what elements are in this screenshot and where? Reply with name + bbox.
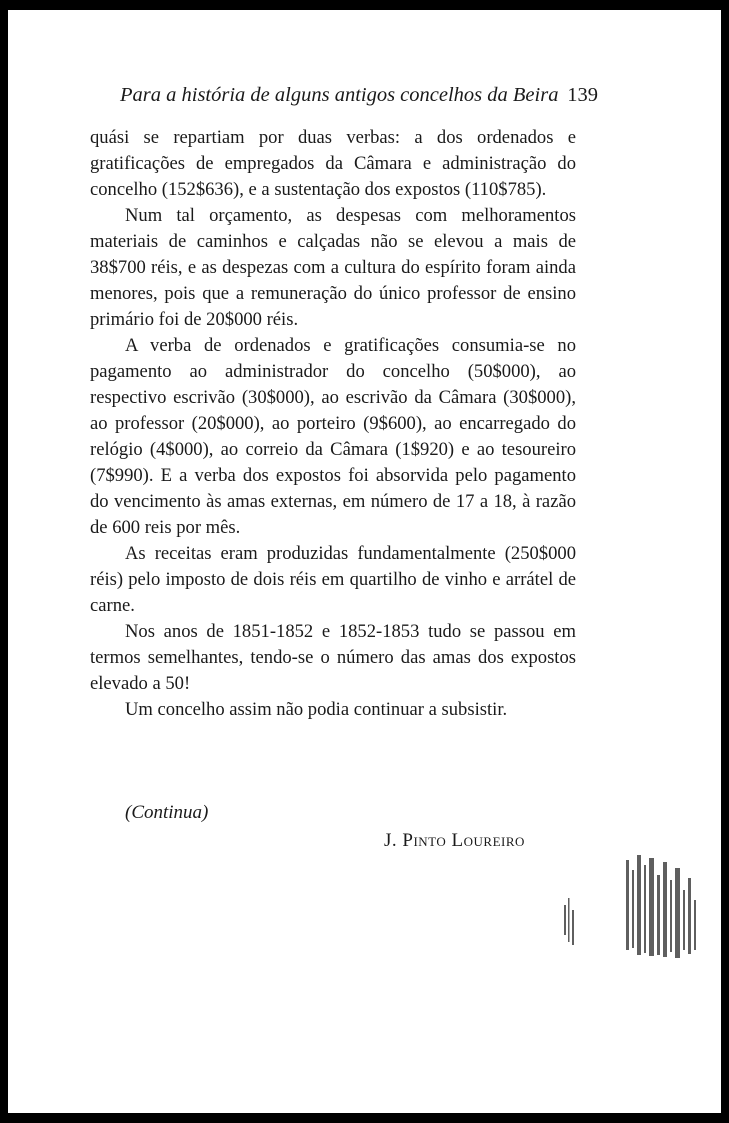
- paragraph: Um concelho assim não podia continuar a subsistir.: [125, 699, 508, 720]
- paragraph: quási se repartiam por duas verbas: a dos ordenados e gratificações de empregados da Câmara e administração do concelho (152$636), e a sustentação dos expostos (110$785).: [90, 127, 576, 200]
- article-body: [90, 125, 576, 723]
- running-title: Para a história de alguns antigos concelhos da Beira: [120, 84, 559, 106]
- page-number: 139: [567, 84, 598, 106]
- running-header: [120, 84, 598, 107]
- paragraph: Nos anos de 1851-1852 e 1852-1853 tudo se passou em termos semelhantes, tendo-se o número das amas dos expostos elevado a 50!: [90, 621, 576, 694]
- paragraph: A verba de ordenados e gratificações consumia-se no pagamento ao administrador do concelho (50$000), ao respectivo escrivão (30$000), ao escrivão da Câmara (30$000), ao professor (20$000), ao porteiro (9$600), ao encarregado do relógio (4$000), ao correio da Câmara (1$920) e ao tesoureiro (7$990). E a verba dos expostos foi absorvida pelo pagamento do vencimento às amas externas, em número de 17 a 18, à razão de 600 reis por mês.: [90, 335, 576, 538]
- continuation-note: (Continua): [125, 802, 209, 823]
- scan-artifact: [560, 850, 700, 970]
- paragraph: As receitas eram produzidas fundamentalmente (250$000 réis) pelo imposto de dois réis em quartilho de vinho e arrátel de carne.: [90, 543, 576, 616]
- paragraph: Num tal orçamento, as despesas com melhoramentos materiais de caminhos e calçadas não se elevou a mais de 38$700 réis, e as despezas com a cultura do espírito foram ainda menores, pois que a remuneração do único professor de ensino primário foi de 20$000 réis.: [90, 205, 576, 330]
- author-signature: J. Pinto Loureiro: [384, 830, 525, 851]
- document-page: [8, 10, 721, 1113]
